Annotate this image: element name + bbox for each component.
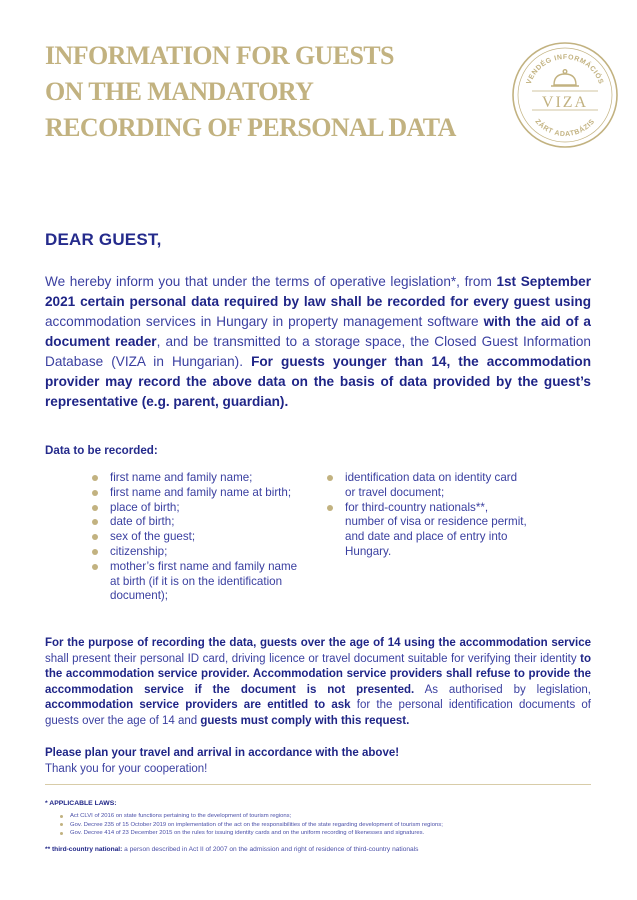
viza-logo	[510, 40, 620, 150]
title-line-1: INFORMATION FOR GUESTS	[45, 41, 394, 70]
laws-title: * APPLICABLE LAWS:	[45, 800, 117, 807]
thanks-text: Thank you for your cooperation!	[45, 763, 208, 775]
logo-center-text: VIZA	[541, 94, 589, 111]
recorded-data-list-right	[325, 471, 530, 560]
intro-paragraph: We hereby inform you that under the terms of operative legislation*, from 1st September 2021 certain personal data required by law shall be recorded for every guest using accommodation services in Hungary in property management software with the aid of a document reader, and be transmitted to a storage space, the Closed Guest Information Database (VIZA in Hungarian). For guests younger than 14, the accommodation provider may record the above data on the basis of data provided by the guest’s representative (e.g. parent, guardian).	[45, 274, 592, 409]
list-item: first name and family name at birth;	[90, 486, 300, 501]
divider	[45, 784, 591, 785]
list-item: for third-country nationals**, number of visa or residence permit, and date and place of entry into Hungary.	[325, 501, 530, 560]
logo-bottom-text: ZÁRT ADATBÁZIS	[533, 118, 597, 139]
bell-icon	[551, 70, 579, 86]
title-line-2: ON THE MANDATORY	[45, 77, 314, 106]
footnote: ** third-country national: a person described in Act II of 2007 on the admission and right of residence of third-country nationals	[45, 846, 419, 853]
law-item: Gov. Decree 235 of 15 October 2019 on implementation of the act on the responsibilities of the state regarding development of tourism regions;	[60, 821, 600, 830]
page-title	[45, 38, 495, 146]
purpose-paragraph: For the purpose of recording the data, guests over the age of 14 using the accommodation service shall present their personal ID card, driving licence or travel document suitable for verifying their identity to the accommodation service provider. Accommodation service providers shall refuse to provide the accommodation service if the document is not presented. As authorised by legislation, accommodation service providers are entitled to ask for the personal identification documents of guests over the age of 14 and guests must comply with this request.	[45, 637, 592, 727]
list-item: place of birth;	[90, 501, 300, 516]
logo-top-text: VENDÉG INFORMÁCIÓS	[525, 53, 605, 86]
list-item: date of birth;	[90, 515, 300, 530]
title-line-3: RECORDING OF PERSONAL DATA	[45, 113, 456, 142]
data-recorded-label: Data to be recorded:	[45, 444, 158, 457]
law-item: Act CLVI of 2016 on state functions pertaining to the development of tourism regions;	[60, 812, 600, 821]
laws-list	[60, 812, 600, 838]
list-item: mother’s first name and family name at birth (if it is on the identification document);	[90, 560, 300, 604]
list-item: identification data on identity card or travel document;	[325, 471, 530, 501]
greeting: DEAR GUEST,	[45, 230, 162, 249]
list-item: sex of the guest;	[90, 530, 300, 545]
closing-note	[45, 745, 399, 777]
law-item: Gov. Decree 414 of 23 December 2015 on the rules for issuing identity cards and on the uniform recording of likenesses and signatures.	[60, 829, 600, 838]
list-item: first name and family name;	[90, 471, 300, 486]
plan-notice: Please plan your travel and arrival in accordance with the above!	[45, 747, 400, 759]
recorded-data-list-left	[90, 471, 300, 604]
list-item: citizenship;	[90, 545, 300, 560]
